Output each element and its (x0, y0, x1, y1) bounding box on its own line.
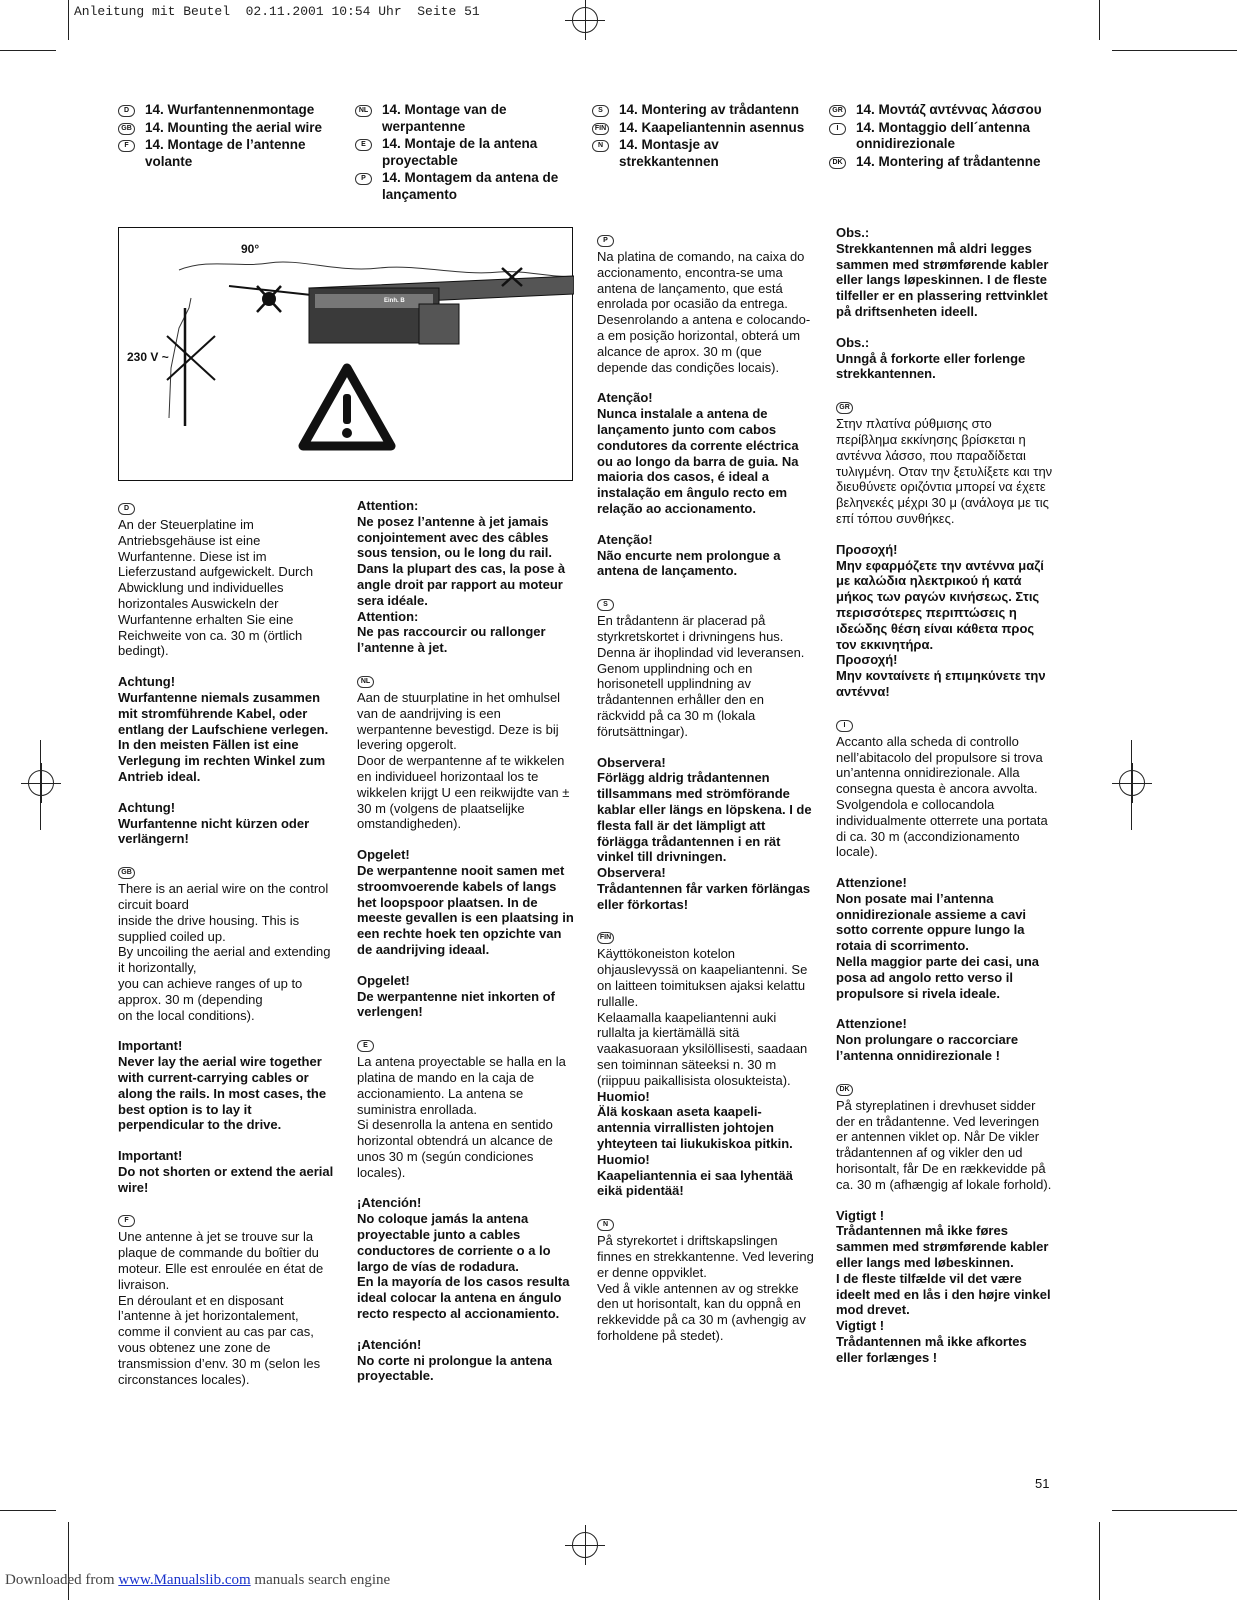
manualslib-link[interactable]: www.Manualslib.com (118, 1572, 251, 1588)
section-title: 14. Montaje de la antena proyectable (382, 136, 538, 168)
lang-badge: DK (829, 157, 846, 169)
lang-badge: F (118, 1215, 135, 1227)
lang-badge: DK (836, 1084, 853, 1096)
crop-mark (1112, 50, 1237, 51)
title-row (592, 120, 817, 137)
column-4 (836, 225, 1054, 1366)
drive-unit (315, 294, 433, 308)
crop-mark (1112, 1510, 1237, 1511)
title-row (355, 170, 580, 203)
paragraph: Στην πλατίνα ρύθμισης στο περίβλημα εκκίνησης βρίσκεται η αντέννα λάσσο, που παραδίδεται τυλιγμένη. Οταν την ξετυλίξετε και την διευθύνετε οριζόντια μπορεί να έχετε βεληνεκές μέχρι 30 μ (ανάλογα με τις επί τόπου συνθήκες. (836, 416, 1053, 526)
warning-text: Opgelet! De werpantenne niet inkorten of verlengen! (357, 972, 555, 1020)
paragraph: La antena proyectable se halla en la platina de mando en la caja de accionamiento. La antena se suministra enrollada. Si desenrolla la antena en sentido horizontal obtendrá un alcance de unos 30 m (según condiciones locales). (357, 1054, 566, 1180)
title-row (829, 154, 1054, 171)
paragraph: Käyttökoneiston kotelon ohjauslevyssä on kaapeliantenni. Se on laitteen toimituksen ajaksi kelattu rullalle. Kelaamalla kaapeliantenni auki rullalta ja kiertämällä sitä vaakasuoraan yksilöllisesti, saadaan sen toiminnan säteeksi n. 30 m (riippuu paikallisista olosukteista). (597, 946, 808, 1088)
angle-label: 90° (241, 242, 260, 256)
title-row (829, 102, 1054, 119)
lang-badge: F (118, 140, 135, 152)
lang-badge: I (836, 720, 853, 732)
warning-text: ¡Atención! No corte ni prolongue la antena proyectable. (357, 1336, 553, 1384)
warning-text: Obs.: Unngå å forkorte eller forlenge strekkantennen. (836, 334, 1026, 382)
section-title: 14. Montaggio dell´antenna onnidirezionale (856, 119, 1031, 151)
titles-col3 (592, 102, 817, 171)
paragraph: På styrekortet i driftskapslingen finnes en strekkantenne. Ved levering er denne oppviklet. Ved å vikle antennen av og strekke den ut horisontalt, kan du oppnå en rekkevidde på ca 30 m (avhengig av forholdene på stedet). (597, 1233, 814, 1344)
warning-text: Attention: Ne posez l’antenne à jet jamais conjointement avec des câbles sous tension, ou le long du rail. Dans la plupart des cas, la pose à angle droit par rapport au moteur sera idéale. Attention: Ne pas raccourcir ou rallonger l’antenne à jet. (357, 498, 566, 656)
lang-badge: P (355, 173, 372, 185)
titles-col1 (118, 102, 338, 171)
paragraph: En trådantenn är placerad på styrkretskortet i drivningens hus. Denna är ihoplindad vid leveransen. Genom upplindning och en horisonetell upplindning av trådantennen erhåller den en räckvidd på ca 30 m (lokala förutsättningar). (597, 613, 805, 739)
warning-text: Important! Never lay the aerial wire together with current-carrying cables or along the rails. In most cases, the best option is to lay it perpendicular to the drive. (118, 1038, 327, 1133)
warning-text: Atenção! Não encurte nem prolongue a antena de lançamento. (597, 531, 781, 579)
column-3 (597, 230, 815, 1344)
lang-badge: D (118, 503, 135, 515)
lang-badge: FIN (597, 932, 614, 944)
lang-badge: GR (836, 402, 853, 414)
wall-edge (169, 298, 191, 418)
warning-text: Opgelet! De werpantenne nooit samen met stroomvoerende kabels of langs het loopspoor plaatsen. In de meeste gevallen is een plaatsing in een rechte hoek ten opzichte van de aandrijving ideaal. (357, 847, 574, 957)
lang-badge: N (597, 1219, 614, 1231)
footer-suffix: manuals search engine (250, 1572, 391, 1588)
paragraph: Accanto alla scheda di controllo nell’abitacolo del propulsore si trova un’antenna onnidirezionale. Alla consegna questa è ancora avvolta. Svolgendola e collocandola individualmente otterrete una portata di ca. 30 m (accondizionamento locale). (836, 733, 1048, 860)
section-title: 14. Wurfantennenmontage (145, 102, 315, 117)
registration-mark (572, 7, 598, 33)
paragraph: Une antenne à jet se trouve sur la plaque de commande du boîtier du moteur. Elle est enroulée en état de livraison. En déroulant et en disposant l’antenne à jet horizontalement, comme il convient au cas par cas, vous obtenez une zone de transmission d’env. 30 m (selon les circonstances locales). (118, 1229, 324, 1387)
crop-mark (1099, 0, 1100, 40)
installation-figure (118, 227, 573, 481)
section-title: 14. Montage van de werpantenne (382, 102, 507, 134)
crop-mark (1099, 1522, 1100, 1600)
warning-text: Achtung! Wurfantenne niemals zusammen mit stromführende Kabel, oder entlang der Laufschiene verlegen. In den meisten Fällen ist eine Verlegung im rechten Winkel zum Antrieb ideal. (118, 674, 329, 784)
drive-unit (419, 304, 459, 344)
warning-text: Attenzione! Non prolungare o raccorciare l’antenna onnidirezionale ! (836, 1016, 1019, 1064)
lang-badge: I (829, 123, 846, 135)
lang-badge: D (118, 105, 135, 117)
download-footer (5, 1572, 390, 1589)
paragraph: Na platina de comando, na caixa do accionamento, encontra-se uma antena de lançamento, que está enrolada por ocasião da entrega. Desenrolando a antena e colocando-a em posição horizontal, obterá um alcance de aprox. 30 m (que depende das condições locais). (597, 249, 811, 375)
paragraph: An der Steuerplatine im Antriebsgehäuse ist eine Wurfantenne. Diese ist im Lieferzustand aufgewickelt. Durch Abwicklung und individuelles horizontales Auswickeln der Wurfantenne erhalten Sie eine Reichweite von ca. 30 m (örtlich bedingt). (118, 517, 314, 659)
section-title: 14. Μοντάζ αντέννας λάσσου (856, 102, 1042, 117)
titles-col2 (355, 102, 580, 204)
crop-mark (68, 0, 69, 40)
figure-drawing (119, 228, 574, 482)
page-number: 51 (1035, 1476, 1050, 1491)
section-title: 14. Montage de l’antenne volante (145, 137, 306, 169)
paragraph: Aan de stuurplatine in het omhulsel van de aandrijving is een werpantenne bevestigd. Deze is bij levering opgerolt. Door de werpantenne af te wikkelen en individueel horizontaal los te wikkelen krijgt U een reikwijdte van ± 30 m (volgens de plaatselijke omstandigheden). (357, 689, 570, 832)
section-title: 14. Kaapeliantennin asennus (619, 119, 805, 135)
lang-badge: NL (355, 105, 372, 117)
title-row (829, 120, 1054, 153)
warning-text: Vigtigt ! Trådantennen må ikke føres sammen med strømførende kabler eller langs med løbeskinnen. I de fleste tilfælde vil det være ideelt med en lås i den højre vinkel mod drevet. Vigtigt ! Trådantennen må ikke afkortes eller forlænges ! (836, 1207, 1051, 1365)
warning-triangle (342, 428, 352, 438)
voltage-label: 230 V ~ (127, 350, 169, 364)
unit-label: Einh. B (384, 298, 405, 304)
section-title: 14. Montagem da antena de lançamento (382, 170, 559, 202)
title-row (118, 120, 338, 137)
registration-mark (1119, 770, 1145, 796)
print-header: Anleitung mit Beutel 02.11.2001 10:54 Uhr Seite 51 (74, 4, 480, 19)
warning-text: Attenzione! Non posate mai l’antenna onnidirezionale assieme a cavi sotto corrente oppure lungo la rotaia di scorrimento. Nella maggior parte dei casi, una posa ad angolo retto verso il propulsore si rivela ideale. (836, 875, 1040, 1001)
column-2 (357, 498, 575, 1384)
warning-text: Huomio! Älä koskaan aseta kaapeli-antennia virrallisten johtojen yhteyteen tai liukukiskoa pitkin. Huomio! Kaapeliantennia ei saa lyhentää eikä pidentää! (597, 1088, 793, 1199)
lang-badge: E (357, 1040, 374, 1052)
title-row (355, 136, 580, 169)
column-1 (118, 498, 336, 1387)
warning-text: Observera! Förlägg aldrig trådantennen tillsammans med strömförande kablar eller längs en löpskena. I de flesta fall är det lämpligt att förlägga trådantennen i en rät vinkel till drivningen. Observera! Trådantennen får varken förlängas eller förkortas! (597, 754, 812, 912)
footer-prefix: Downloaded from (5, 1572, 119, 1588)
warning-triangle (343, 394, 351, 424)
lang-badge: FIN (592, 123, 609, 135)
warning-text: Achtung! Wurfantenne nicht kürzen oder verlängern! (118, 799, 310, 847)
warning-text: Important! Do not shorten or extend the aerial wire! (118, 1148, 334, 1195)
title-row (355, 102, 580, 135)
paragraph: There is an aerial wire on the control circuit board inside the drive housing. This is supplied coiled up. By uncoiling the aerial and extending it horizontally, you can achieve ranges of up to approx. 30 m (depending on the local conditions). (118, 881, 331, 1023)
lang-badge: NL (357, 676, 374, 688)
lang-badge: GB (118, 123, 135, 135)
titles-col4 (829, 102, 1054, 171)
lang-badge: N (592, 140, 609, 152)
lang-badge: S (597, 599, 614, 611)
section-title: 14. Montering af trådantenne (856, 153, 1041, 169)
section-title: 14. Montering av trådantenn (619, 102, 800, 117)
title-row (118, 102, 338, 119)
lang-badge: GR (829, 105, 846, 117)
warning-text: Obs.: Strekkantennen må aldri legges sammen med strømførende kabler eller langs løpeskinnen. I de fleste tilfeller er en plassering rettvinklet på driftsenheten ideell. (836, 225, 1049, 319)
crop-mark (0, 50, 56, 51)
warning-text: ¡Atención! No coloque jamás la antena proyectable junto a cables conductores de corriente o a lo largo de vías de rodadura. En la mayoría de los casos resulta ideal colocar la antena en ángulo recto respecto al accionamiento. (357, 1195, 570, 1322)
title-row (118, 137, 338, 170)
registration-mark (572, 1532, 598, 1558)
title-row (592, 102, 817, 119)
lang-badge: P (597, 235, 614, 247)
lang-badge: GB (118, 867, 135, 879)
section-title: 14. Mounting the aerial wire (145, 119, 323, 135)
lang-badge: E (355, 139, 372, 151)
title-row (592, 137, 817, 170)
paragraph: På styreplatinen i drevhuset sidder der en trådantenne. Ved leveringen er antennen viklet op. Når De vikler trådantennen af og vikler den ud horisontalt, får De en rækkevidde på ca. 30 m (afhængig af lokale forhold). (836, 1097, 1052, 1192)
warning-text: Atenção! Nunca instalale a antena de lançamento junto com cabos condutores da corrente eléctrica ou ao longo da barra de guia. Na maioria dos casos, é ideal a instalação em ângulo recto em relação ao accionamento. (597, 390, 799, 516)
crop-mark (0, 1510, 56, 1511)
lang-badge: S (592, 105, 609, 117)
registration-mark (28, 770, 54, 796)
cross-mark (262, 292, 276, 306)
section-title: 14. Montasje av strekkantennen (619, 137, 719, 169)
warning-text: Προσοχή! Μην εφαρμόζετε την αντέννα μαζί με καλώδια ηλεκτρικού ή κατά μήκος των ραγών κινήσεως. Στις περισσότερες περιπτώσεις η ιδεώδης θέση είναι κάθετα προς τον εκκινητήρα. Προσοχή! Μην κονταίνετε ή επιμηκύνετε την αντέννα! (836, 541, 1046, 699)
